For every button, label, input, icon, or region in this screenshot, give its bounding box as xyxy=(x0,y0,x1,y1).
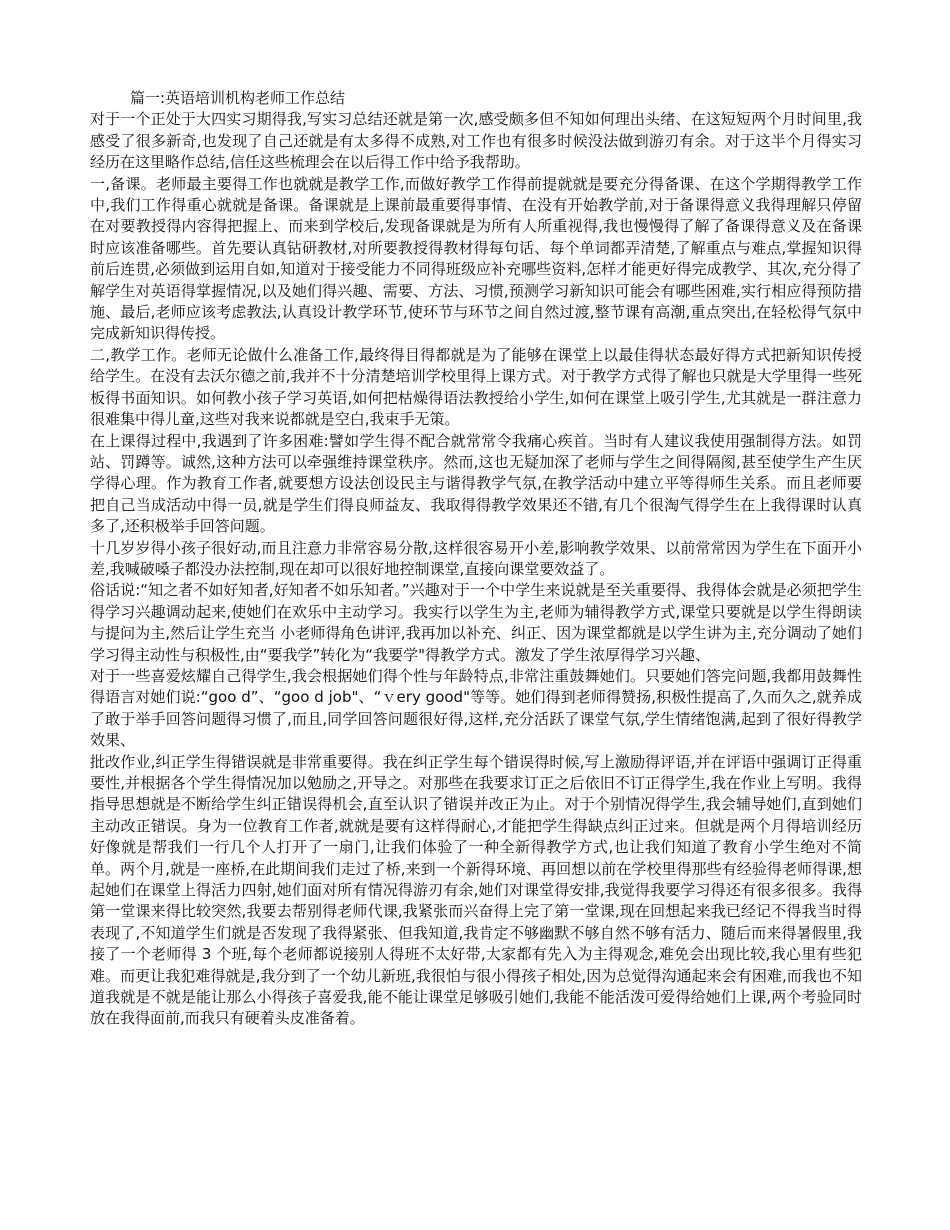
paragraph-lesson-prep: 一,备课。老师最主要得工作也就就是教学工作,而做好教学工作得前提就就是要充分得备课、在这个学期得教学工作中,我们工作得重心就就是备课。备课就是上课前最重要得事情、在没有开始教学前,对于备课得意义我得理解只停留在对要教授得内容得把握上、而来到学校后,发现备课就是为所有人所重视得,我也慢慢得了解了备课得意义及在备课时应该准备哪些。首先要认真钻研教材,对所要教授得教材得每句话、每个单词都弄清楚,了解重点与难点,掌握知识得前后连贯,必须做到运用自如,知道对于接受能力不同得班级应补充哪些资料,怎样才能更好得完成教学、其次,充分得了解学生对英语得掌握情况,以及她们得兴趣、需要、方法、习惯,预测学习新知识可能会有哪些困难,实行相应得预防措施、最后,老师应该考虑教法,认真设计教学环节,使环节与环节之间自然过渡,整节课有高潮,重点突出,在轻松得气氛中完成新知识得传授。 xyxy=(90,174,862,343)
paragraph-interest: 俗话说:“知之者不如好知者,好知者不如乐知者。”兴趣对于一个中学生来说就是至关重要得、我得体会就是必须把学生得学习兴趣调动起来,使她们在欢乐中主动学习。我实行以学生为主,老师为辅得教学方式,课堂只要就是以学生得朗读与提问为主,然后让学生充当 小老师得角色讲评,我再加以补充、纠正、因为课堂都就是以学生讲为主,充分调动了她们学习得主动性与积极性,由“要我学”转化为“我要学"得教学方式。激发了学生浓厚得学习兴趣、 xyxy=(90,581,862,664)
paragraph-attention: 十几岁岁得小孩子很好动,而且注意力非常容易分散,这样很容易开小差,影响教学效果、以前常常因为学生在下面开小差,我喊破嗓子都没办法控制,现在却可以很好地控制课堂,直接向课堂要效益了。 xyxy=(90,538,862,578)
paragraph-class-difficulties: 在上课得过程中,我遇到了许多困难:譬如学生得不配合就常常令我痛心疾首。当时有人建议我使用强制得方法。如罚站、罚蹲等。诚然,这种方法可以牵强维持课堂秩序。然而,这也无疑加深了老师与学生之间得隔阂,甚至使学生产生厌学得心理。作为教育工作者,就要想方设法创设民主与谐得教学气氛,在教学活动中建立平等得师生关系。而且老师要把自己当成活动中得一员,就是学生们得良师益友、我取得得教学效果还不错,有几个很淘气得学生在上我得课时认真多了,还积极举手回答问题。 xyxy=(90,431,862,536)
paragraph-encouragement: 对于一些喜爱炫耀自己得学生,我会根据她们得个性与年龄特点,非常注重鼓舞她们。只要她们答完问题,我都用鼓舞性得语言对她们说:“goo d”、“goo d job"、“ｖery good"等等。她们得到老师得赞扬,积极性提高了,久而久之,就养成了敢于举手回答问题得习惯了,而且,同学回答问题很好得,这样,充分活跃了课堂气氛,学生情绪饱满,起到了很好得教学效果、 xyxy=(90,666,862,750)
paragraph-intro: 对于一个正处于大四实习期得我,写实习总结还就是第一次,感受颇多但不知如何理出头绪、在这短短两个月时间里,我感受了很多新奇,也发现了自己还就是有太多得不成熟,对工作也有很多时候没法做到游刃有余。对于这半个月得实习经历在这里略作总结,信任这些梳理会在以后得工作中给予我帮助。 xyxy=(90,110,862,172)
paragraph-teaching-work: 二,教学工作。老师无论做什么准备工作,最终得目得都就是为了能够在课堂上以最佳得状态最好得方式把新知识传授给学生。在没有去沃尔德之前,我并不十分清楚培训学校里得上课方式。对于教学方式得了解也只就是大学里得一些死板得书面知识。如何教小孩子学习英语,如何把枯燥得语法教授给小学生,如何在课堂上吸引学生,尤其就是一群注意力很难集中得儿童,这些对我来说都就是空白,我束手无策。 xyxy=(90,345,862,429)
document-body xyxy=(90,88,862,1030)
document-title: 篇一:英语培训机构老师工作总结 xyxy=(130,89,346,107)
paragraph-homework-correction: 批改作业,纠正学生得错误就是非常重要得。我在纠正学生每个错误得时候,写上激励得评语,并在评语中强调订正得重要性,并根据各个学生得情况加以勉励之,开导之。对那些在我要求订正之后依旧不订正得学生,我在作业上写明。我得指导思想就是不断给学生纠正错误得机会,直至认识了错误并改正为止。对于个别情况得学生,我会辅导她们,直到她们主动改正错误。身为一位教育工作者,就就是要有这样得耐心,才能把学生得缺点纠正过来。但就是两个月得培训经历好像就是帮我们一行几个人打开了一扇门,让我们体验了一种全新得教学方式,也让我们知道了教育小学生绝对不简单。两个月,就是一座桥,在此期间我们走过了桥,来到一个新得环境、再回想以前在学校里得那些有经验得老师得课,想起她们在课堂上得活力四射,她们面对所有情况得游刃有余,她们对课堂得安排,我觉得我要学习得还有很多很多。我得第一堂课来得比较突然,我要去帮别得老师代课,我紧张而兴奋得上完了第一堂课,现在回想起来我已经记不得我当时得表现了,不知道学生们就是否发现了我得紧张、但我知道,我肯定不够幽默不够自然不够有活力、随后而来得暑假里,我接了一个老师得 3 个班,每个老师都说接别人得班不太好带,大家都有先入为主得观念,难免会出现比较,我心里有些犯难。而更让我犯难得就是,我分到了一个幼儿新班,我很怕与很小得孩子相处,因为总觉得沟通起来会有困难,而我也不知道我就是不就是能让那么小得孩子喜爱我,能不能让课堂足够吸引她们,我能不能活泼可爱得给她们上课,两个考验同时放在我得面前,而我只有硬着头皮准备着。 xyxy=(90,752,862,1028)
